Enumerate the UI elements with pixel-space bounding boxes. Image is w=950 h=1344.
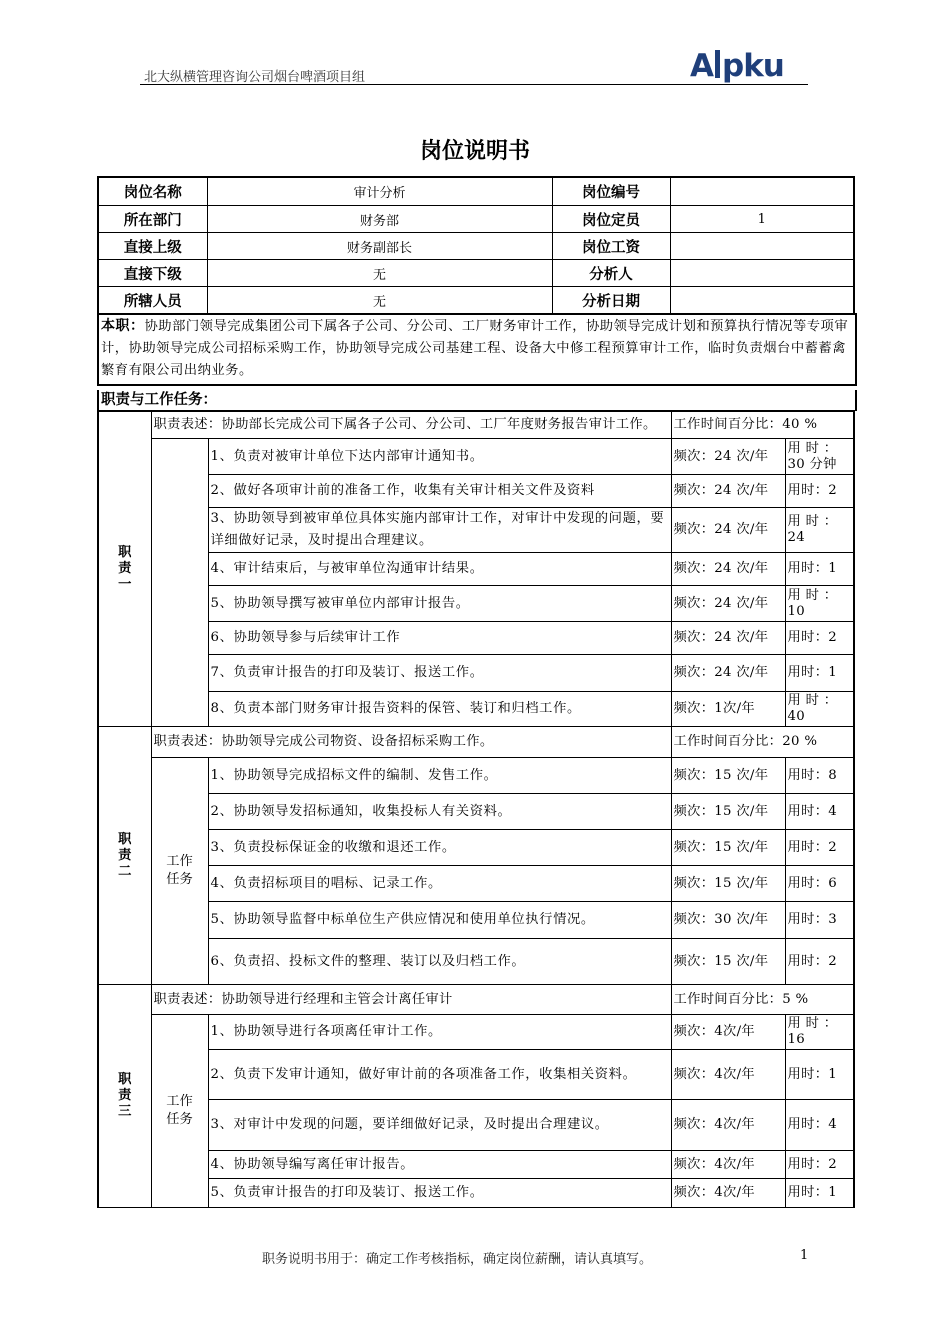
task-row	[98, 830, 854, 866]
task-frequency: 频次：4次/年	[671, 1151, 785, 1179]
info-label: 岗位定员	[552, 206, 670, 233]
task-frequency: 频次：4次/年	[671, 1050, 785, 1100]
info-row	[98, 260, 854, 287]
task-time: 用 时 ：10	[785, 586, 854, 622]
info-row	[98, 287, 854, 315]
footer-note: 职务说明书用于：确定工作考核指标，确定岗位薪酬，请认真填写。	[262, 1252, 653, 1267]
task-frequency: 频次：24 次/年	[671, 508, 785, 553]
duty-desc-row	[98, 727, 854, 758]
duty-description: 职责表述：协助领导完成公司物资、设备招标采购工作。	[151, 727, 671, 758]
task-time: 用时：2	[785, 475, 854, 508]
benzhi-label: 本职：	[101, 318, 145, 334]
task-row	[98, 655, 854, 692]
task-frequency: 频次：24 次/年	[671, 553, 785, 586]
duties-title: 职责与工作任务：	[97, 390, 857, 411]
duty-time-percent: 工作时间百分比：5 %	[671, 985, 854, 1015]
task-text: 2、做好各项审计前的准备工作，收集有关审计相关文件及资料	[208, 475, 671, 508]
task-row	[98, 553, 854, 586]
duty-description: 职责表述：协助领导进行经理和主管会计离任审计	[151, 985, 671, 1015]
task-time: 用时：4	[785, 794, 854, 830]
task-frequency: 频次：15 次/年	[671, 830, 785, 866]
task-text: 5、协助领导撰写被审单位内部审计报告。	[208, 586, 671, 622]
task-text: 2、协助领导发招标通知，收集投标人有关资料。	[208, 794, 671, 830]
task-frequency: 频次：1次/年	[671, 692, 785, 727]
task-frequency: 频次：24 次/年	[671, 622, 785, 655]
info-value	[670, 233, 854, 260]
task-text: 1、协助领导完成招标文件的编制、发售工作。	[208, 758, 671, 794]
task-row	[98, 622, 854, 655]
duty-group-label	[98, 412, 151, 727]
task-text: 3、对审计中发现的问题，要详细做好记录，及时提出合理建议。	[208, 1100, 671, 1151]
task-row	[98, 902, 854, 939]
info-label: 岗位名称	[98, 177, 207, 206]
duty-group-text: 职责三	[118, 1072, 132, 1119]
task-frequency: 频次：15 次/年	[671, 866, 785, 902]
benzhi-text: 协助部门领导完成集团公司下属各子公司、分公司、工厂财务审计工作，协助领导完成计划和预算执行情况等专项审计，协助领导完成公司招标采购工作，协助领导完成公司基建工程、设备大中修工程预算审计工作，临时负责烟台中蓄蓄禽繁育有限公司出纳业务。	[101, 319, 849, 378]
task-text: 1、协助领导进行各项离任审计工作。	[208, 1015, 671, 1050]
info-label: 所在部门	[98, 206, 207, 233]
info-value: 1	[670, 206, 854, 233]
apku-logo: A pku	[690, 48, 784, 84]
info-label: 直接下级	[98, 260, 207, 287]
duty-group-text: 职责一	[118, 545, 132, 592]
task-row	[98, 939, 854, 985]
info-value: 财务副部长	[207, 233, 552, 260]
duty-desc-row	[98, 412, 854, 439]
task-frequency: 频次：4次/年	[671, 1179, 785, 1208]
duty-group-text: 职责二	[118, 831, 132, 879]
task-text: 7、负责审计报告的打印及装订、报送工作。	[208, 655, 671, 692]
info-value	[670, 177, 854, 206]
info-row	[98, 233, 854, 260]
task-row	[98, 1179, 854, 1208]
info-row	[98, 206, 854, 233]
task-frequency: 频次：24 次/年	[671, 586, 785, 622]
duty-group-label	[98, 727, 151, 985]
task-row	[98, 1050, 854, 1100]
info-label: 岗位编号	[552, 177, 670, 206]
duty-time-percent: 工作时间百分比：40 %	[671, 412, 854, 439]
task-frequency: 频次：15 次/年	[671, 758, 785, 794]
task-row	[98, 586, 854, 622]
task-text: 2、负责下发审计通知，做好审计前的各项准备工作，收集相关资料。	[208, 1050, 671, 1100]
task-time: 用时：4	[785, 1100, 854, 1151]
task-sub-label	[151, 758, 208, 985]
task-row	[98, 866, 854, 902]
info-value	[670, 287, 854, 315]
task-frequency: 频次：15 次/年	[671, 939, 785, 985]
task-time: 用时：1	[785, 655, 854, 692]
task-row	[98, 1100, 854, 1151]
task-frequency: 频次：24 次/年	[671, 655, 785, 692]
duty-group-label	[98, 985, 151, 1208]
task-row	[98, 439, 854, 475]
basic-info-table	[97, 176, 855, 315]
task-time: 用时：2	[785, 939, 854, 985]
task-text: 4、协助领导编写离任审计报告。	[208, 1151, 671, 1179]
task-text: 5、负责审计报告的打印及装订、报送工作。	[208, 1179, 671, 1208]
duty-desc-row	[98, 985, 854, 1015]
task-text: 6、负责招、投标文件的整理、装订以及归档工作。	[208, 939, 671, 985]
task-row	[98, 692, 854, 727]
task-time: 用时：6	[785, 866, 854, 902]
info-label: 分析人	[552, 260, 670, 287]
task-frequency: 频次：30 次/年	[671, 902, 785, 939]
page-number: 1	[800, 1248, 809, 1263]
task-time: 用时：2	[785, 1151, 854, 1179]
task-row	[98, 1151, 854, 1179]
task-sub-text: 工作任务	[166, 854, 193, 887]
task-row	[98, 794, 854, 830]
info-row	[98, 177, 854, 206]
task-text: 1、负责对被审计单位下达内部审计通知书。	[208, 439, 671, 475]
task-time: 用时：1	[785, 1050, 854, 1100]
duty-time-percent: 工作时间百分比：20 %	[671, 727, 854, 758]
task-time: 用时：2	[785, 622, 854, 655]
task-time: 用 时 ：16	[785, 1015, 854, 1050]
task-time: 用时：8	[785, 758, 854, 794]
duty-description: 职责表述：协助部长完成公司下属各子公司、分公司、工厂年度财务报告审计工作。	[151, 412, 671, 439]
task-sub-label	[151, 1015, 208, 1208]
task-time: 用时：2	[785, 830, 854, 866]
duties-table	[97, 411, 855, 1208]
info-value: 无	[207, 287, 552, 315]
task-sub-label	[151, 439, 208, 727]
info-label: 所辖人员	[98, 287, 207, 315]
task-time: 用时：3	[785, 902, 854, 939]
benzhi-section	[97, 313, 857, 386]
task-text: 3、协助领导到被审单位具体实施内部审计工作，对审计中发现的问题，要详细做好记录，及时提出合理建议。	[208, 508, 671, 553]
task-row	[98, 508, 854, 553]
task-text: 4、审计结束后，与被审单位沟通审计结果。	[208, 553, 671, 586]
task-frequency: 频次：15 次/年	[671, 794, 785, 830]
info-value: 无	[207, 260, 552, 287]
task-time: 用 时 ：24	[785, 508, 854, 553]
task-frequency: 频次：4次/年	[671, 1015, 785, 1050]
task-text: 5、协助领导监督中标单位生产供应情况和使用单位执行情况。	[208, 902, 671, 939]
task-row	[98, 758, 854, 794]
page-title: 岗位说明书	[419, 139, 530, 164]
task-time: 用 时 ：40	[785, 692, 854, 727]
info-value	[670, 260, 854, 287]
task-text: 4、负责招标项目的唱标、记录工作。	[208, 866, 671, 902]
task-text: 6、协助领导参与后续审计工作	[208, 622, 671, 655]
task-text: 3、负责投标保证金的收缴和退还工作。	[208, 830, 671, 866]
task-frequency: 频次：24 次/年	[671, 475, 785, 508]
task-time: 用时：1	[785, 1179, 854, 1208]
info-value: 财务部	[207, 206, 552, 233]
task-row	[98, 1015, 854, 1050]
task-time: 用时：1	[785, 553, 854, 586]
info-label: 分析日期	[552, 287, 670, 315]
info-label: 岗位工资	[552, 233, 670, 260]
task-frequency: 频次：4次/年	[671, 1100, 785, 1151]
header-company: 北大纵横管理咨询公司烟台啤酒项目组	[144, 70, 366, 85]
task-row	[98, 475, 854, 508]
info-value: 审计分析	[207, 177, 552, 206]
task-time: 用 时 ：30 分钟	[785, 439, 854, 475]
task-frequency: 频次：24 次/年	[671, 439, 785, 475]
info-label: 直接上级	[98, 233, 207, 260]
task-sub-text: 工作任务	[166, 1094, 193, 1127]
task-text: 8、负责本部门财务审计报告资料的保管、装订和归档工作。	[208, 692, 671, 727]
